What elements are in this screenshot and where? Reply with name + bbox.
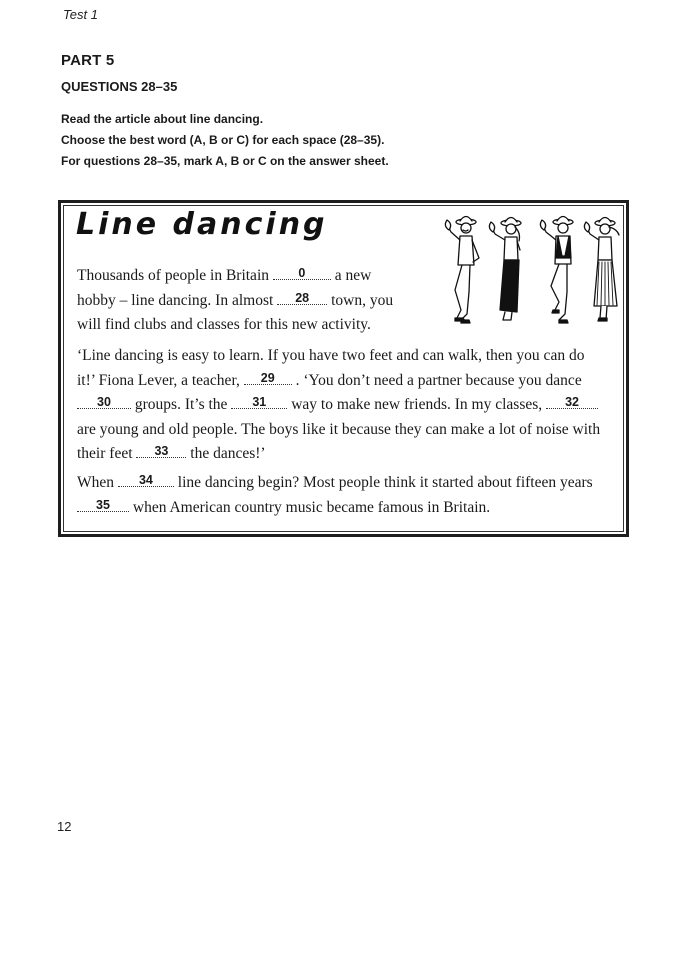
instruction-line: Read the article about line dancing. xyxy=(61,112,264,126)
text-line: their feet 33 the dances!’ xyxy=(77,444,266,462)
text-line: hobby – line dancing. In almost 28 town, you xyxy=(77,290,394,309)
part-title: PART 5 xyxy=(61,52,115,69)
gap-35: 35 xyxy=(77,496,129,512)
text-line: When 34 line dancing begin? Most people think it started about fifteen years xyxy=(77,473,593,491)
gap-29: 29 xyxy=(244,369,292,385)
text-line: it!’ Fiona Lever, a teacher, 29 . ‘You don’t need a partner because you dance xyxy=(77,370,582,389)
instructions xyxy=(61,109,389,172)
gap-32: 32 xyxy=(546,393,598,409)
text-line: 35 when American country music became famous in Britain. xyxy=(77,496,593,521)
gap-30: 30 xyxy=(77,393,131,409)
text-line: are young and old people. The boys like it because they can make a lot of noise with xyxy=(77,420,601,438)
line-dancers-illustration-icon xyxy=(433,210,623,328)
article-title: Line dancing xyxy=(76,207,328,242)
gap-28: 28 xyxy=(277,289,327,305)
paragraph-intro xyxy=(77,264,393,338)
gap-31: 31 xyxy=(231,393,287,409)
paragraph-teacher-quote xyxy=(77,344,600,467)
questions-range-title: QUESTIONS 28–35 xyxy=(61,79,178,94)
gap-34: 34 xyxy=(118,471,174,487)
gap-33: 33 xyxy=(136,442,186,458)
page-number: 12 xyxy=(57,819,72,834)
gap-example-0: 0 xyxy=(273,264,331,280)
paragraph-history xyxy=(77,471,593,520)
text-line: ‘Line dancing is easy to learn. If you have two feet and can walk, then you can do xyxy=(77,347,585,364)
text-line: Thousands of people in Britain 0 a new xyxy=(77,266,372,284)
text-line: will find clubs and classes for this new activity. xyxy=(77,316,371,333)
instruction-line: Choose the best word (A, B or C) for each space (28–35). xyxy=(61,133,385,147)
test-label: Test 1 xyxy=(63,7,98,22)
instruction-line: For questions 28–35, mark A, B or C on the answer sheet. xyxy=(61,154,389,168)
text-line: 30 groups. It’s the 31 way to make new friends. In my classes, 32 xyxy=(77,393,600,418)
